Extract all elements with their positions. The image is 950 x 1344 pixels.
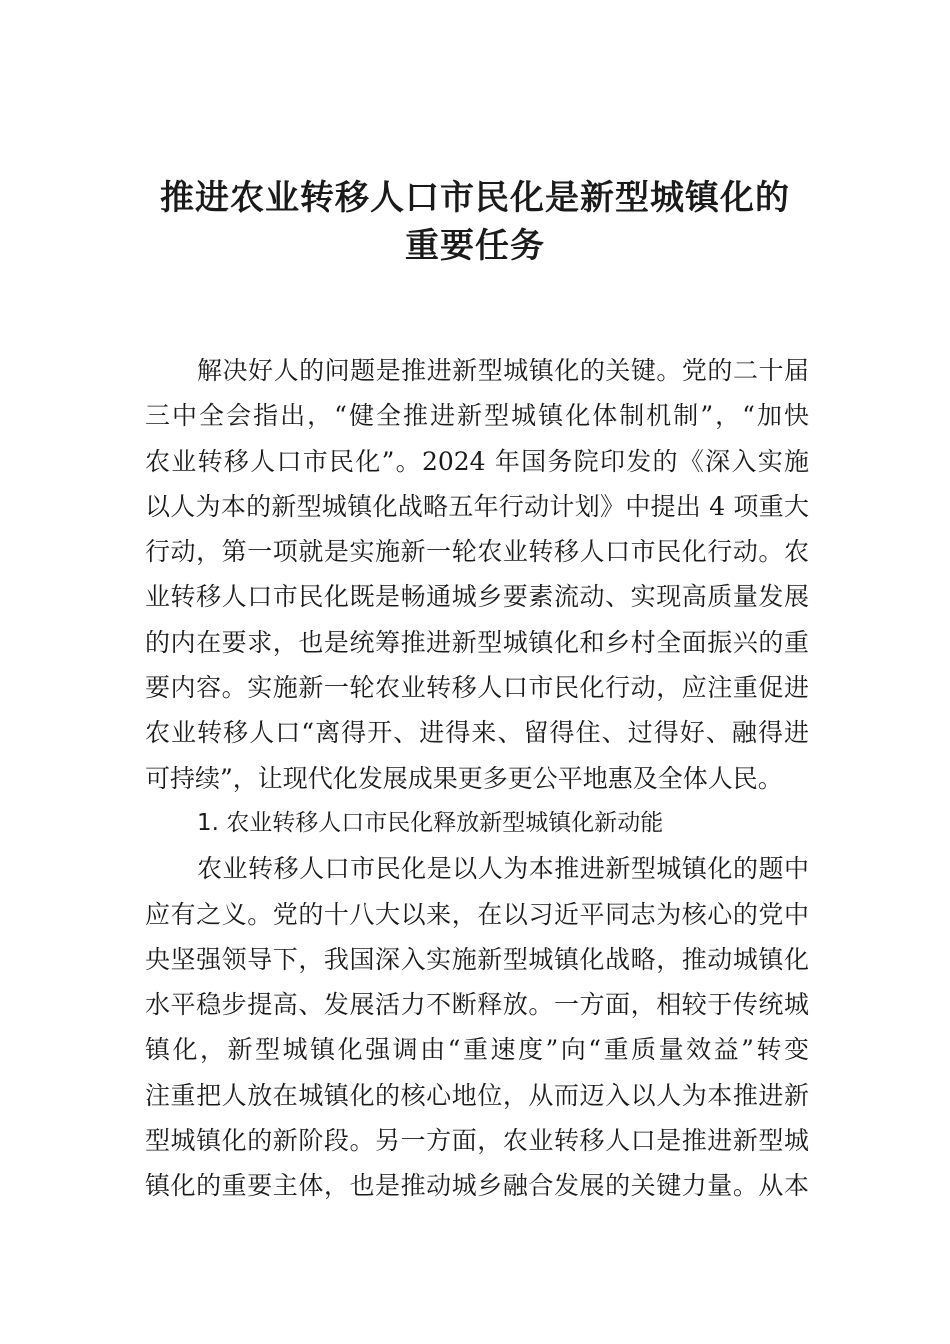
body-line: 的内在要求，也是统筹推进新型城镇化和乡村全面振兴的重	[145, 627, 809, 657]
document-body	[145, 348, 809, 1209]
body-line: 型城镇化的新阶段。另一方面，农业转移人口是推进新型城	[145, 1126, 809, 1156]
body-line: 农业转移人口市民化是以人为本推进新型城镇化的题中	[197, 854, 809, 884]
body-line: 应有之义。党的十八大以来，在以习近平同志为核心的党中	[145, 899, 809, 929]
body-line: 三中全会指出，“健全推进新型城镇化体制机制”，“加快	[145, 401, 809, 431]
section-heading: 1. 农业转移人口市民化释放新型城镇化新动能	[197, 809, 664, 836]
body-line: 可持续”，让现代化发展成果更多更公平地惠及全体人民。	[145, 763, 783, 793]
body-line: 镇化，新型城镇化强调由“重速度”向“重质量效益”转变	[145, 1035, 809, 1065]
body-line: 以人为本的新型城镇化战略五年行动计划》中提出 4 项重大	[145, 491, 809, 521]
body-line: 央坚强领导下，我国深入实施新型城镇化战略，推动城镇化	[145, 944, 809, 974]
body-line: 农业转移人口“离得开、进得来、留得住、过得好、融得进	[145, 718, 809, 748]
body-line: 注重把人放在城镇化的核心地位，从而迈入以人为本推进新	[145, 1080, 809, 1110]
document-title-line-2: 重要任务	[405, 226, 545, 266]
document-title-line-1: 推进农业转移人口市民化是新型城镇化的	[160, 178, 790, 218]
body-line: 镇化的重要主体，也是推动城乡融合发展的关键力量。从本	[145, 1171, 809, 1201]
body-line: 解决好人的问题是推进新型城镇化的关键。党的二十届	[197, 356, 809, 385]
body-line: 业转移人口市民化既是畅通城乡要素流动、实现高质量发展	[145, 582, 809, 612]
body-line: 要内容。实施新一轮农业转移人口市民化行动，应注重促进	[145, 673, 809, 703]
body-line: 水平稳步提高、发展活力不断释放。一方面，相较于传统城	[145, 990, 809, 1020]
body-line: 农业转移人口市民化”。2024 年国务院印发的《深入实施	[145, 446, 809, 476]
body-line: 行动，第一项就是实施新一轮农业转移人口市民化行动。农	[145, 537, 809, 567]
